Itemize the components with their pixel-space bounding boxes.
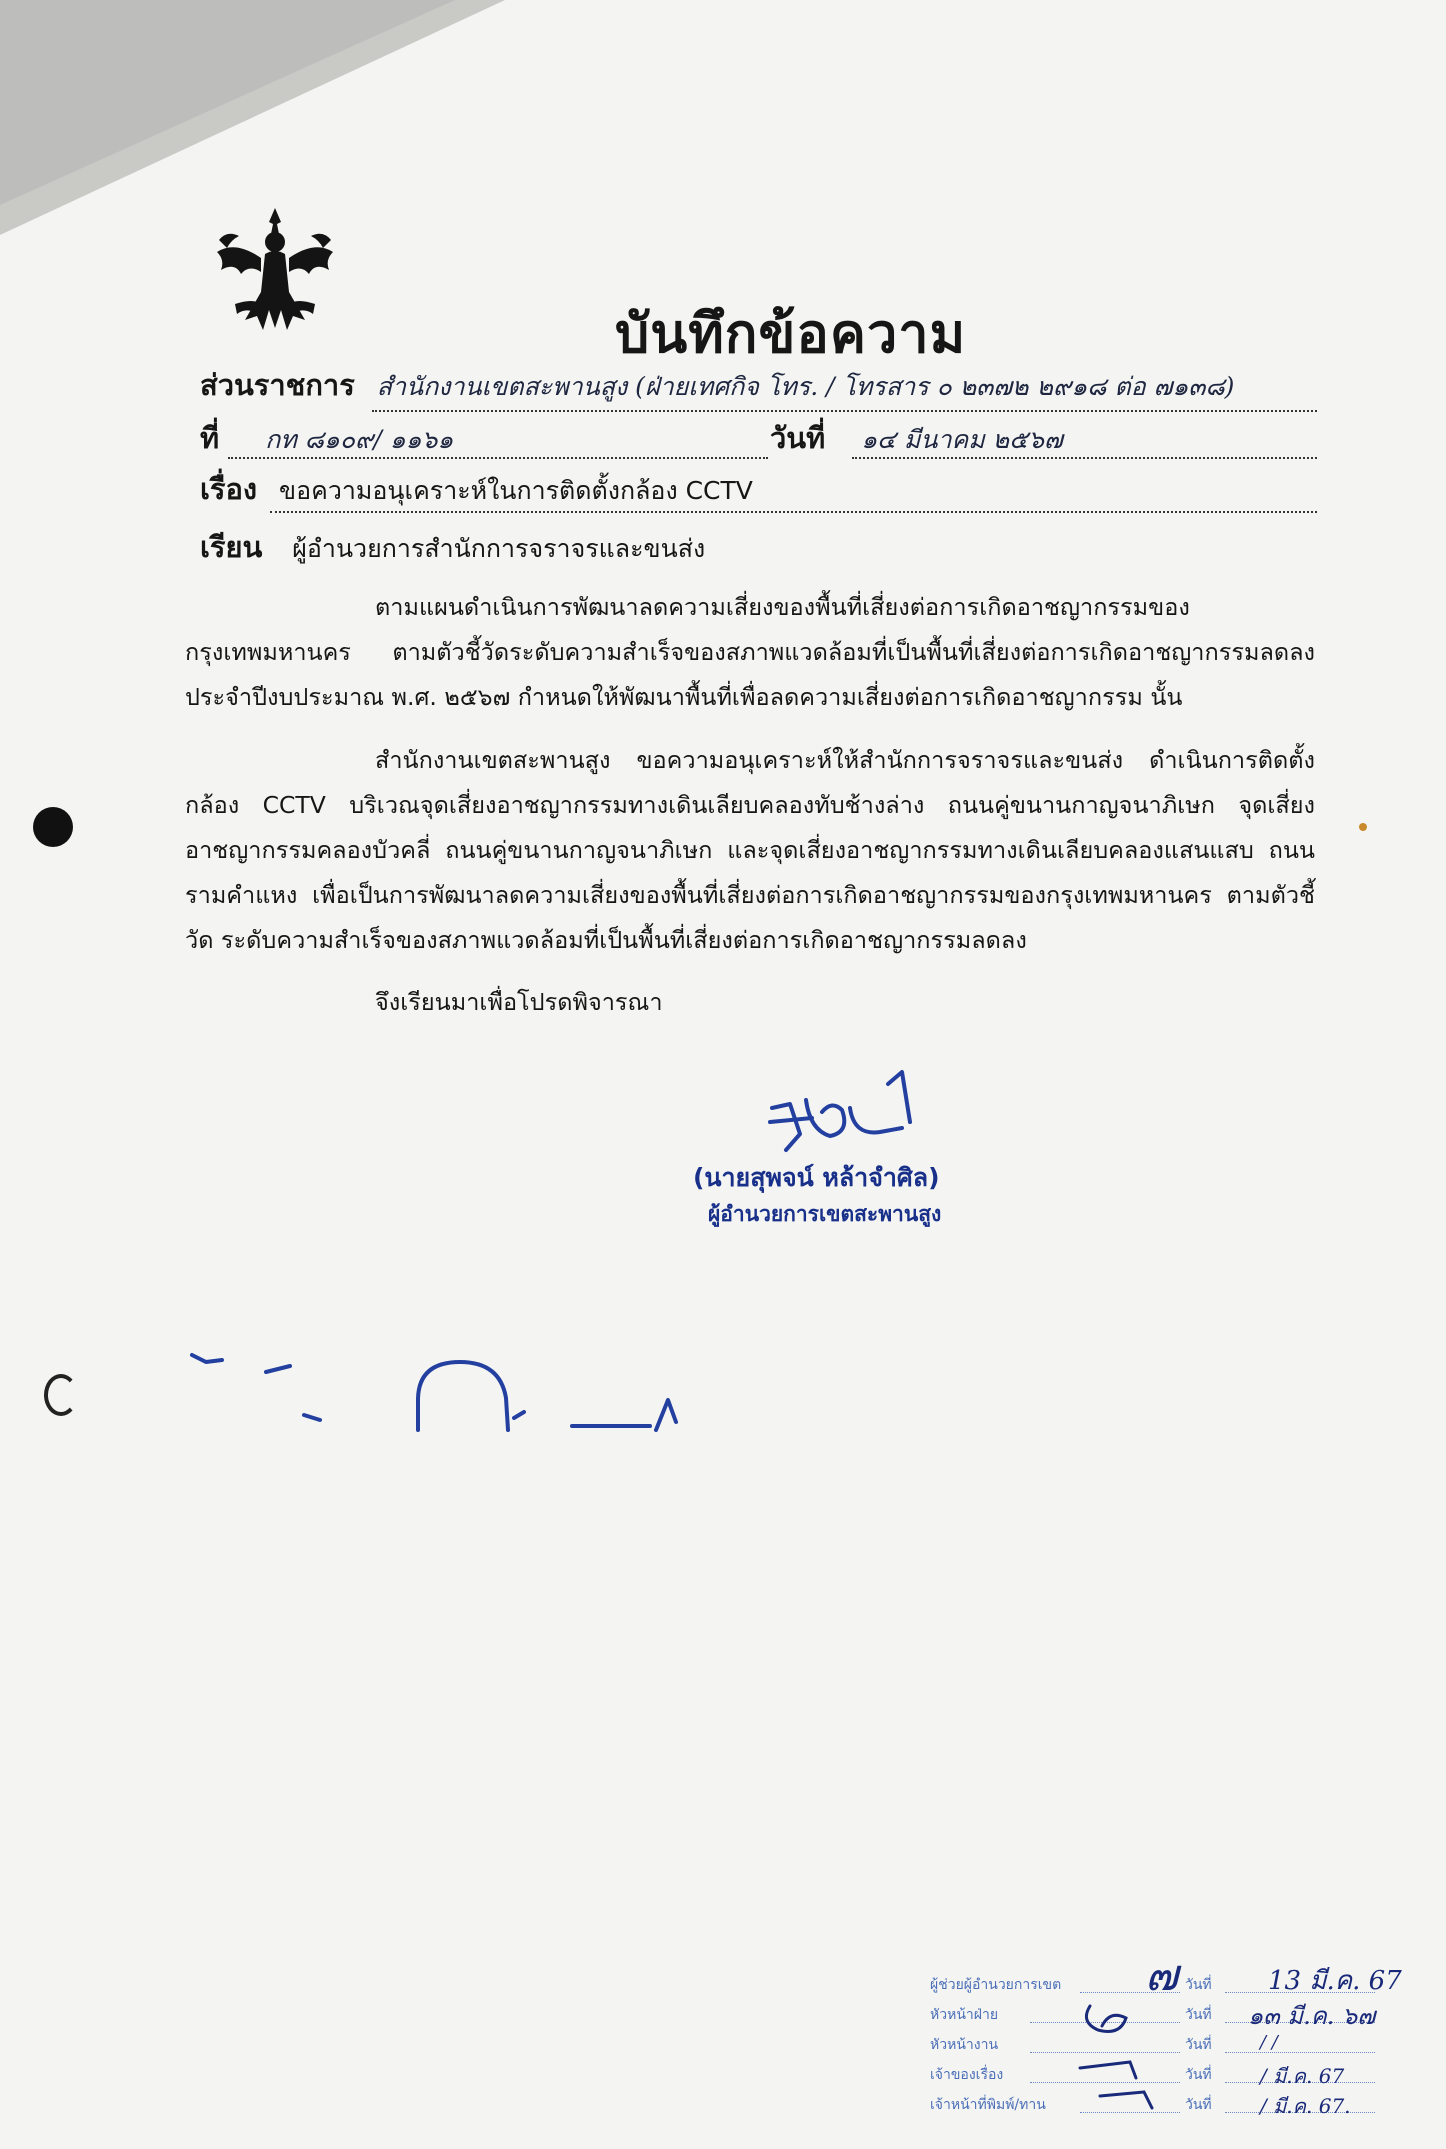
to-label: เรียน: [200, 530, 263, 564]
body-closing: จึงเรียนมาเพื่อโปรดพิจารณา: [375, 988, 663, 1016]
routing-stamp: [930, 1950, 1402, 2140]
stamp-row-label: เจ้าหน้าที่พิมพ์/ทาน: [930, 2097, 1046, 2113]
stamp-date-label: วันที่: [1185, 1977, 1212, 1993]
stamp-handwritten-date: / /: [1260, 2032, 1278, 2053]
agency-label: ส่วนราชการ: [200, 368, 355, 402]
stamp-row-label: หัวหน้าฝ่าย: [930, 2007, 999, 2023]
punch-hole-top: [33, 807, 73, 847]
stamp-handwritten-date: / มี.ค. 67: [1260, 2064, 1345, 2088]
stamp-handwritten-number: ๗: [1145, 1950, 1179, 2001]
date-label: วันที่: [770, 421, 826, 455]
date-dotted-line: [852, 457, 1317, 459]
subject-value: ขอความอนุเคราะห์ในการติดตั้งกล้อง CCTV: [279, 476, 753, 505]
memo-title: บันทึกข้อความ: [615, 302, 967, 365]
date-row: [770, 415, 1063, 461]
body-paragraph-1: ตามแผนดำเนินการพัฒนาลดความเสี่ยงของพื้นที่เสี่ยงต่อการเกิดอาชญากรรมของกรุงเทพมหานคร ตามตัวชี้วัดระดับความสำเร็จของสภาพแวดล้อมที่เป็นพื้นที่เสี่ยงต่อการเกิดอาชญากรรมลดลง ประจำปีงบประมาณ พ.ศ. ๒๕๖๗ กำหนดให้พัฒนาพื้นที่เพื่อลดความเสี่ยงต่อการเกิดอาชญากรรม นั้น: [185, 593, 1315, 711]
punch-hole-bottom: [44, 1374, 78, 1416]
stamp-handwritten-date: 13 มี.ค. 67: [1268, 1966, 1402, 1996]
stamp-date-label: วันที่: [1185, 2067, 1212, 2083]
body-paragraph-2: สำนักงานเขตสะพานสูง ขอความอนุเคราะห์ให้สำนักการจราจรและขนส่ง ดำเนินการติดตั้งกล้อง CCTV บริเวณจุดเสี่ยงอาชญากรรมทางเดินเลียบคลองทับช้างล่าง ถนนคู่ขนานกาญจนาภิเษก จุดเสี่ยงอาชญากรรมคลองบัวคลี่ ถนนคู่ขนานกาญจนาภิเษก และจุดเสี่ยงอาชญากรรมทางเดินเลียบคลองแสนแสบ ถนนรามคำแหง เพื่อเป็นการพัฒนาลดความเสี่ยงของพื้นที่เสี่ยงต่อการเกิดอาชญากรรมของกรุงเทพมหานคร ตามตัวชี้วัด ระดับความสำเร็จของสภาพแวดล้อมที่เป็นพื้นที่เสี่ยงต่อการเกิดอาชญากรรมลดลง: [185, 746, 1315, 954]
stamp-date-label: วันที่: [1185, 2007, 1212, 2023]
agency-row: [200, 362, 1234, 408]
ref-dotted-line: [228, 457, 768, 459]
stamp-date-label: วันที่: [1185, 2037, 1212, 2053]
subject-dotted-line: [270, 511, 1317, 513]
stamp-date-label: วันที่: [1185, 2097, 1212, 2113]
ref-label: ที่: [200, 421, 220, 455]
stamp-row-label: ผู้ช่วยผู้อำนวยการเขต: [930, 1977, 1062, 1993]
stamp-handwritten-date: / มี.ค. 67.: [1260, 2094, 1351, 2118]
to-value: ผู้อำนวยการสำนักการจราจรและขนส่ง: [292, 534, 706, 563]
ref-value: กท ๘๑๐๙/ ๑๑๖๑: [265, 425, 454, 454]
garuda-emblem: [205, 200, 345, 340]
date-value: ๑๔ มีนาคม ๒๕๖๗: [861, 425, 1063, 454]
signatory-position: ผู้อำนวยการเขตสะพานสูง: [708, 1202, 942, 1226]
agency-value: สำนักงานเขตสะพานสูง (ฝ่ายเทศกิจ โทร. / โทรสาร ๐ ๒๓๗๒ ๒๙๑๘ ต่อ ๗๑๓๘): [376, 372, 1235, 401]
signatory-name: (นายสุพจน์ หล้าจำศิล): [693, 1163, 940, 1192]
stamp-row-label: เจ้าของเรื่อง: [930, 2067, 1004, 2083]
stamp-initials: [930, 1960, 1390, 2140]
to-row: [200, 524, 705, 570]
stamp-handwritten-date: ๑๓ มี.ค. ๖๗: [1248, 2002, 1376, 2030]
ref-row: [200, 415, 453, 461]
subject-label: เรื่อง: [200, 472, 258, 506]
agency-dotted-line: [372, 410, 1317, 412]
stamp-row-label: หัวหน้างาน: [930, 2037, 999, 2053]
subject-row: [200, 466, 753, 512]
